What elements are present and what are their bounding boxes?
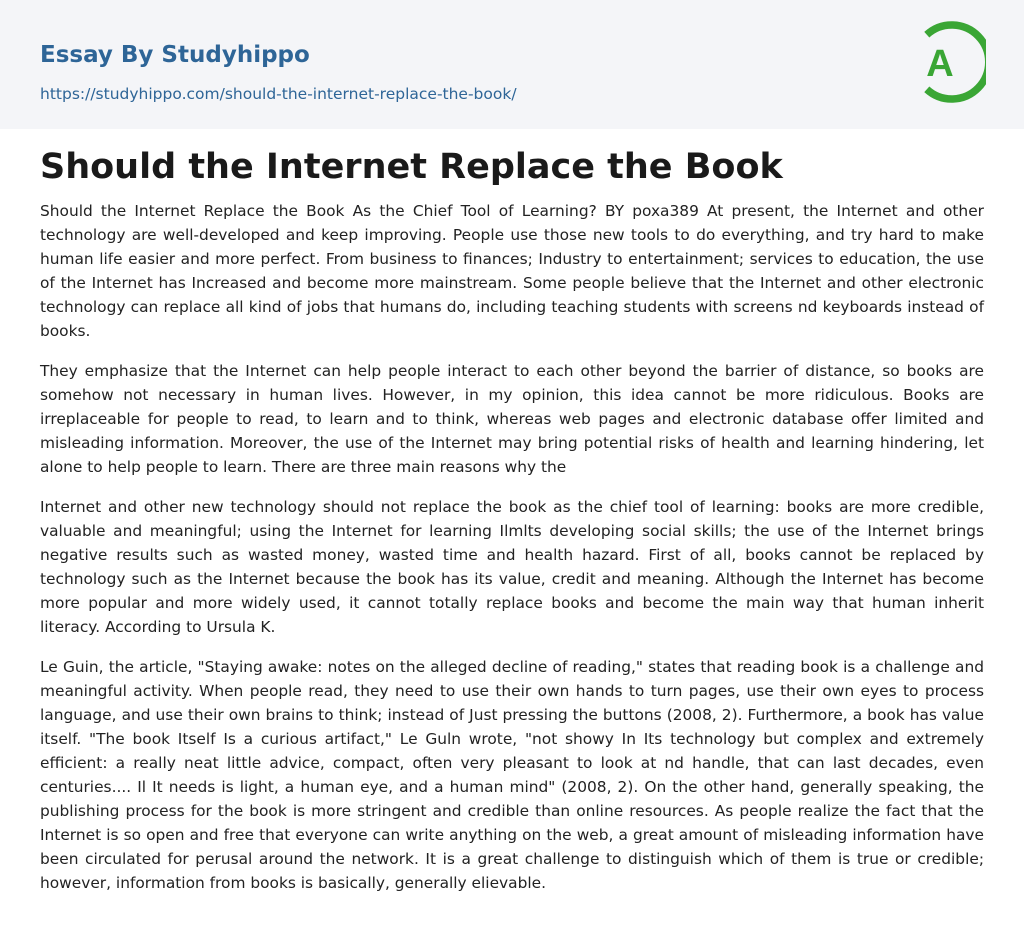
essay-paragraph: They emphasize that the Internet can help people interact to each other beyond the barrier of distance, so books are somehow not necessary in human lives. However, in my opinion, this idea cannot be more ridiculous. Books are irreplaceable for people to read, to learn and to think, whereas web pages and electronic database offer limited and misleading information. Moreover, the use of the Internet may bring potential risks of health and learning hindering, let alone to help people to learn. There are three main reasons why the — [40, 362, 984, 476]
brand-title: Essay By Studyhippo — [40, 42, 310, 68]
site-header — [0, 0, 1024, 129]
essay-paragraph: Should the Internet Replace the Book As the Chief Tool of Learning? BY poxa389 At present, the Internet and other technology are well-developed and keep improving. People use those new tools to do everything, and try hard to make human life easier and more perfect. From business to finances; Industry to entertainment; services to education, the use of the Internet has Increased and become more mainstream. Some people believe that the Internet and other electronic technology can replace all kind of jobs that humans do, including teaching students with screens nd keyboards instead of books. — [40, 202, 984, 340]
studyhippo-logo-icon[interactable] — [912, 19, 986, 105]
logo-letter: A — [926, 43, 954, 85]
essay-content — [40, 140, 984, 911]
source-url-link[interactable]: https://studyhippo.com/should-the-internet-replace-the-book/ — [40, 85, 517, 103]
essay-title: Should the Internet Replace the Book — [40, 147, 783, 187]
essay-paragraph: Internet and other new technology should not replace the book as the chief tool of learning: books are more credible, valuable and meaningful; using the Internet for learning Ilmlts developing social skills; the use of the Internet brings negative results such as wasted money, wasted time and health hazard. First of all, books cannot be replaced by technology such as the Internet because the book has its value, credit and meaning. Although the Internet has become more popular and more widely used, it cannot totally replace books and become the main way that human inherit literacy. According to Ursula K. — [40, 498, 984, 636]
essay-paragraph: Le Guin, the article, "Staying awake: notes on the alleged decline of reading," states that reading book is a challenge and meaningful activity. When people read, they need to use their own hands to turn pages, use their own eyes to process language, and use their own brains to think; instead of Just pressing the buttons (2008, 2). Furthermore, a book has value itself. "The book Itself Is a curious artifact," Le Guln wrote, "not showy In Its technology but complex and extremely efficient: a really neat little advice, compact, often very pleasant to look at nd handle, that can last decades, even centuries.... Il It needs is light, a human eye, and a human mind" (2008, 2). On the other hand, generally speaking, the publishing process for the book is more stringent and credible than online resources. As people realize the fact that the Internet is so open and free that everyone can write anything on the web, a great amount of misleading information have been circulated for perusal around the network. It is a great challenge to distinguish which of them is true or credible; however, information from books is basically, generally elievable. — [40, 658, 984, 892]
